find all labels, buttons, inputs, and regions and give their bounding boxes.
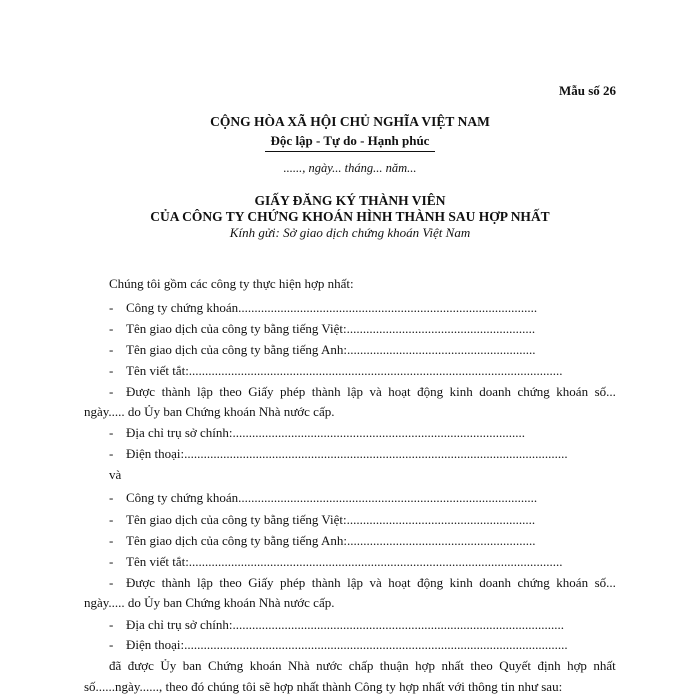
bullet-dash: - [109,384,114,399]
company1-name-vn: Tên giao dịch của công ty bằng tiếng Việt:.......................................................... [126,321,536,336]
word: số... [594,384,616,399]
word: thuận [379,658,409,673]
word: được [127,658,154,673]
company2-securities-company: Công ty chứng khoán............................................................................................ [126,490,538,505]
word: nhất [593,658,616,673]
word: thành [311,575,341,590]
motto-wrap [0,132,700,152]
bullet-dash: - [109,300,114,315]
word: Quyết [499,658,531,673]
company2-license-line [126,575,616,591]
word: Ủy [160,658,177,673]
word: và [369,575,382,590]
bullet-dash: - [109,554,114,569]
word: hợp [415,658,436,673]
word: Giấy [248,384,274,399]
national-motto: Độc lập - Tự do - Hạnh phúc [265,133,436,152]
bullet-dash: - [109,363,114,378]
word: khoán [249,658,282,673]
word: định [537,658,561,673]
word: phép [279,384,306,399]
word: lập [347,575,363,590]
word: thành [161,384,191,399]
company2-phone: Điện thoại:...................................................................................................................... [126,637,568,652]
word: Nhà [287,658,310,673]
word: chứng [517,384,550,399]
company2-abbreviation: Tên viết tắt:................................................................................................................... [126,554,563,569]
national-title: CỘNG HÒA XÃ HỘI CHỦ NGHĨA VIỆT NAM [210,114,490,129]
word: đã [109,658,122,673]
word: lập [196,575,213,590]
word: hoạt [388,575,411,590]
bullet-dash: - [109,490,114,505]
company2-name-en: Tên giao dịch của công ty bằng tiếng Anh:.......................................................... [126,533,536,548]
word: số... [594,575,616,590]
company1-abbreviation: Tên viết tắt:................................................................................................................... [126,363,563,378]
word: và [369,384,382,399]
word: kinh [449,575,473,590]
word: doanh [479,575,511,590]
word: doanh [479,384,511,399]
bullet-dash: - [109,425,114,440]
word: nước [316,658,343,673]
bullet-dash: - [109,342,114,357]
word: lập [196,384,213,399]
bullet-dash: - [109,637,114,652]
word: Giấy [248,575,274,590]
word: kinh [449,384,473,399]
word: động [417,575,444,590]
word: ban [182,658,202,673]
document-title-line-2: CỦA CÔNG TY CHỨNG KHOÁN HÌNH THÀNH SAU HỢP NHẤT [150,209,550,224]
and-connector: và [109,467,122,482]
intro-text: Chúng tôi gồm các công ty thực hiện hợp nhất: [109,276,354,291]
company2-license-continuation: ngày..... do Ủy ban Chứng khoán Nhà nước cấp. [84,595,335,610]
form-number: Mẫu số 26 [559,83,617,98]
word: Được [126,575,156,590]
approval-continuation: số......ngày......, theo đó chúng tôi sẽ hợp nhất thành Công ty hợp nhất với thông tin như sau: [84,679,563,694]
recipient: Kính gửi: Sở giao dịch chứng khoán Việt Nam [229,225,471,240]
word: thành [311,384,341,399]
bullet-dash: - [109,533,114,548]
document-title-line-1: GIẤY ĐĂNG KÝ THÀNH VIÊN [254,193,446,208]
bullet-dash: - [109,575,114,590]
bullet-dash: - [109,446,114,461]
word: theo [470,658,493,673]
word: động [417,384,444,399]
word: nhất [441,658,464,673]
approval-line [109,658,616,674]
word: chấp [348,658,374,673]
word: Chứng [208,658,244,673]
bullet-dash: - [109,512,114,527]
word: thành [161,575,191,590]
company2-name-vn: Tên giao dịch của công ty bằng tiếng Việt:.......................................................... [126,512,536,527]
company1-phone: Điện thoại:...................................................................................................................... [126,446,568,461]
company1-license-continuation: ngày..... do Ủy ban Chứng khoán Nhà nước cấp. [84,404,335,419]
company1-name-en: Tên giao dịch của công ty bằng tiếng Anh:.......................................................... [126,342,536,357]
word: theo [219,575,242,590]
word: khoán [556,575,589,590]
company1-address: Địa chỉ trụ sở chính:.......................................................................................... [126,425,526,440]
word: chứng [517,575,550,590]
company2-address: Địa chỉ trụ sở chính:...................................................................................................... [126,617,565,632]
word: hoạt [388,384,411,399]
date-line: ......, ngày... tháng... năm... [283,161,417,175]
word: theo [219,384,242,399]
word: hợp [567,658,587,673]
bullet-dash: - [109,321,114,336]
word: khoán [556,384,589,399]
company1-license-line [126,384,616,400]
word: lập [347,384,363,399]
company1-securities-company: Công ty chứng khoán............................................................................................ [126,300,538,315]
bullet-dash: - [109,617,114,632]
word: Được [126,384,156,399]
word: phép [279,575,306,590]
